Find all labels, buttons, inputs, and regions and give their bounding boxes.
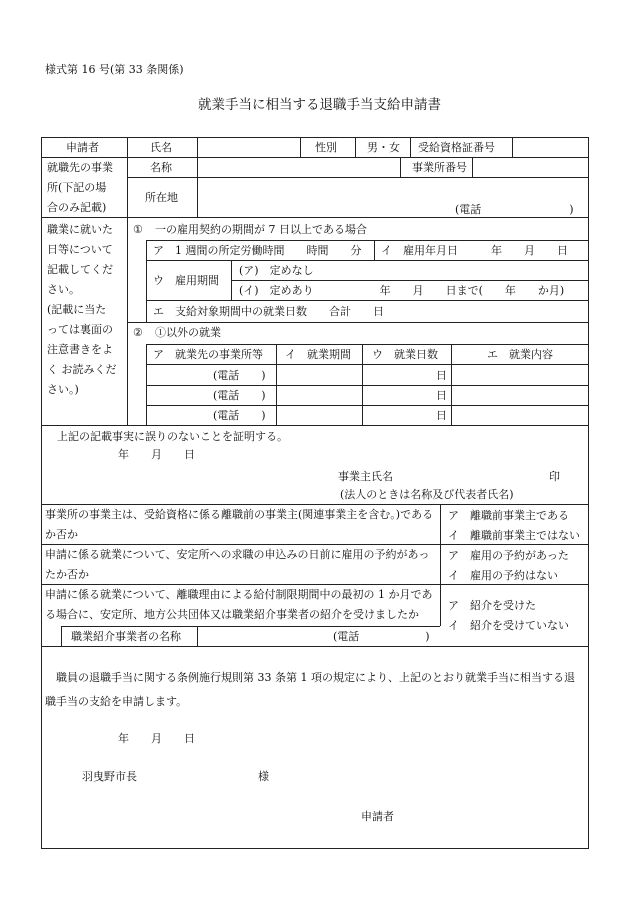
certification-date: 年 月 日 — [118, 448, 195, 461]
address-label: 所在地 — [145, 191, 178, 204]
employment-side-8: く お読みくだ — [47, 363, 117, 376]
employment-side-2: 日等について — [47, 243, 113, 256]
weekly-hours: ア 1 週間の所定労働時間 時間 分 — [153, 244, 362, 257]
question-referral: 申請に係る就業について、離職理由による給付制限期間中の最初の 1 か月である場合に、安定所、地方公共団体又は職業紹介事業者の紹介を受けましたか — [45, 588, 433, 621]
employer-label-2: 所(下記の場 — [47, 181, 107, 194]
employment-side-9: さい。) — [47, 383, 79, 396]
applicant-signature-label: 申請者 — [361, 810, 394, 823]
sex-label: 性別 — [315, 141, 337, 154]
agency-phone: (電話 ) — [333, 630, 430, 643]
agency-name-label: 職業紹介事業者の名称 — [71, 630, 181, 643]
option-referral-yes[interactable]: ア 紹介を受けた — [448, 599, 536, 612]
address-phone: (電話 ) — [455, 203, 574, 216]
employment-side-4: さい。 — [47, 283, 80, 296]
cert-number-label: 受給資格証番号 — [418, 141, 495, 154]
col-content: エ 就業内容 — [487, 348, 553, 361]
col-days: ウ 就業日数 — [372, 348, 438, 361]
option-prior-employer-yes[interactable]: ア 離職前事業主である — [448, 509, 569, 522]
row-phone: (電話 ) — [213, 369, 266, 382]
form-number: 様式第 16 号(第 33 条関係) — [45, 63, 184, 76]
row-day: 日 — [436, 409, 447, 422]
section2-number: ② — [133, 326, 143, 339]
office-number-label: 事業所番号 — [412, 161, 467, 174]
row-phone: (電話 ) — [213, 409, 266, 422]
name-label: 氏名 — [150, 141, 172, 154]
honorific: 様 — [258, 770, 269, 783]
col-period: イ 就業期間 — [285, 348, 351, 361]
period-none-option[interactable]: (ア) 定めなし — [239, 264, 314, 277]
employment-side-1: 職業に就いた — [47, 223, 113, 236]
employment-side-3: 記載してくだ — [47, 263, 113, 276]
employer-label-1: 就職先の事業 — [47, 161, 113, 174]
section1-heading: 一の雇用契約の期間が 7 日以上である場合 — [155, 223, 367, 236]
corp-note: (法人のときは名称及び代表者氏名) — [340, 488, 514, 501]
hire-date: イ 雇用年月日 年 月 日 — [381, 244, 568, 257]
workdays-total: エ 支給対象期間中の就業日数 合計 日 — [153, 305, 384, 318]
option-referral-no[interactable]: イ 紹介を受けていない — [448, 619, 569, 632]
application-date: 年 月 日 — [118, 732, 195, 745]
col-workplace: ア 就業先の事業所等 — [153, 348, 263, 361]
mayor-label: 羽曳野市長 — [82, 770, 137, 783]
period-defined-option[interactable]: (イ) 定めあり 年 月 日まで( 年 か月) — [239, 284, 565, 297]
option-prior-employer-no[interactable]: イ 離職前事業主ではない — [448, 529, 580, 542]
page-title: 就業手当に相当する退職手当支給申請書 — [198, 97, 441, 113]
employment-side-5: (記載に当た — [47, 303, 107, 316]
employer-name-label: 事業主氏名 — [338, 470, 393, 483]
employer-name-label: 名称 — [150, 161, 172, 174]
row-phone: (電話 ) — [213, 389, 266, 402]
employer-label-3: 合のみ記載) — [47, 201, 107, 214]
question-reservation: 申請に係る就業について、安定所への求職の申込みの日前に雇用の予約があったか否か — [45, 548, 430, 581]
employment-side-6: っては裏面の — [47, 323, 113, 336]
employment-side-7: 注意書きをよ — [47, 343, 113, 356]
section2-heading: ①以外の就業 — [155, 326, 221, 339]
row-day: 日 — [436, 369, 447, 382]
certification-text: 上記の記載事実に誤りのないことを証明する。 — [57, 430, 288, 443]
seal-mark: 印 — [549, 470, 560, 483]
option-reservation-no[interactable]: イ 雇用の予約はない — [448, 569, 558, 582]
applicant-label: 申請者 — [66, 141, 99, 154]
employment-period-label: ウ 雇用期間 — [153, 274, 219, 287]
section1-number: ① — [133, 223, 143, 236]
row-day: 日 — [436, 389, 447, 402]
cert-number-field[interactable] — [513, 138, 587, 156]
sex-options[interactable]: 男・女 — [367, 141, 400, 154]
application-statement: 職員の退職手当に関する条例施行規則第 33 条第 1 項の規定により、上記のとおり就業手当に相当する退職手当の支給を申請します。 — [45, 671, 575, 708]
option-reservation-yes[interactable]: ア 雇用の予約があった — [448, 549, 569, 562]
name-field[interactable] — [198, 138, 298, 156]
question-prior-employer: 事業所の事業主は、受給資格に係る離職前の事業主(関連事業主を含む。)であるか否か — [45, 508, 434, 541]
